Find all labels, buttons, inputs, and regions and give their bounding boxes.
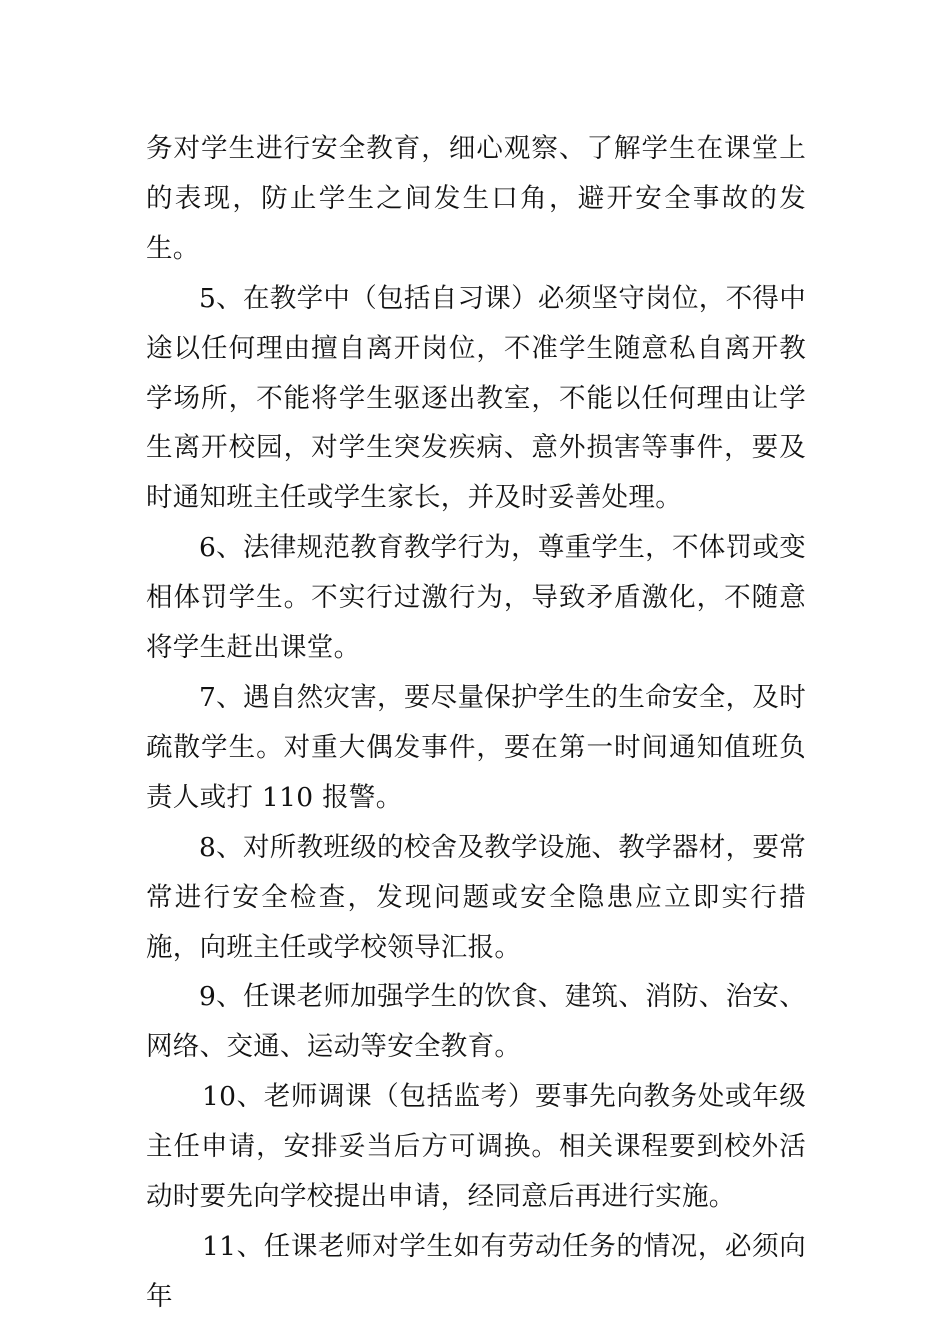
paragraph-item-6: 6、法律规范教育教学行为，尊重学生，不体罚或变相体罚学生。不实行过激行为，导致矛盾激化，不随意将学生赶出课堂。 [146, 532, 806, 664]
paragraph-item-9: 9、任课老师加强学生的饮食、建筑、消防、治安、网络、交通、运动等安全教育。 [146, 981, 806, 1063]
paragraph-item-7: 7、遇自然灾害，要尽量保护学生的生命安全，及时疏散学生。对重大偶发事件，要在第一时间通知值班负责人或打 110 报警。 [146, 681, 806, 813]
paragraph-continuation: 务对学生进行安全教育，细心观察、了解学生在课堂上的表现，防止学生之间发生口角，避开安全事故的发生。 [146, 133, 806, 264]
paragraph-item-5: 5、在教学中（包括自习课）必须坚守岗位，不得中途以任何理由擅自离开岗位，不准学生随意私自离开教学场所，不能将学生驱逐出教室，不能以任何理由让学生离开校园，对学生突发疾病、意外损害等事件，要及时通知班主任或学生家长，并及时妥善处理。 [146, 282, 806, 514]
document-body [146, 124, 806, 1322]
paragraph-item-11: 11、任课老师对学生如有劳动任务的情况，必须向年 [146, 1230, 806, 1312]
paragraph-item-8: 8、对所教班级的校舍及教学设施、教学器材，要常常进行安全检查，发现问题或安全隐患应立即实行措施，向班主任或学校领导汇报。 [146, 831, 806, 963]
paragraph-item-10: 10、老师调课（包括监考）要事先向教务处或年级主任申请，安排妥当后方可调换。相关课程要到校外活动时要先向学校提出申请，经同意后再进行实施。 [146, 1081, 806, 1213]
